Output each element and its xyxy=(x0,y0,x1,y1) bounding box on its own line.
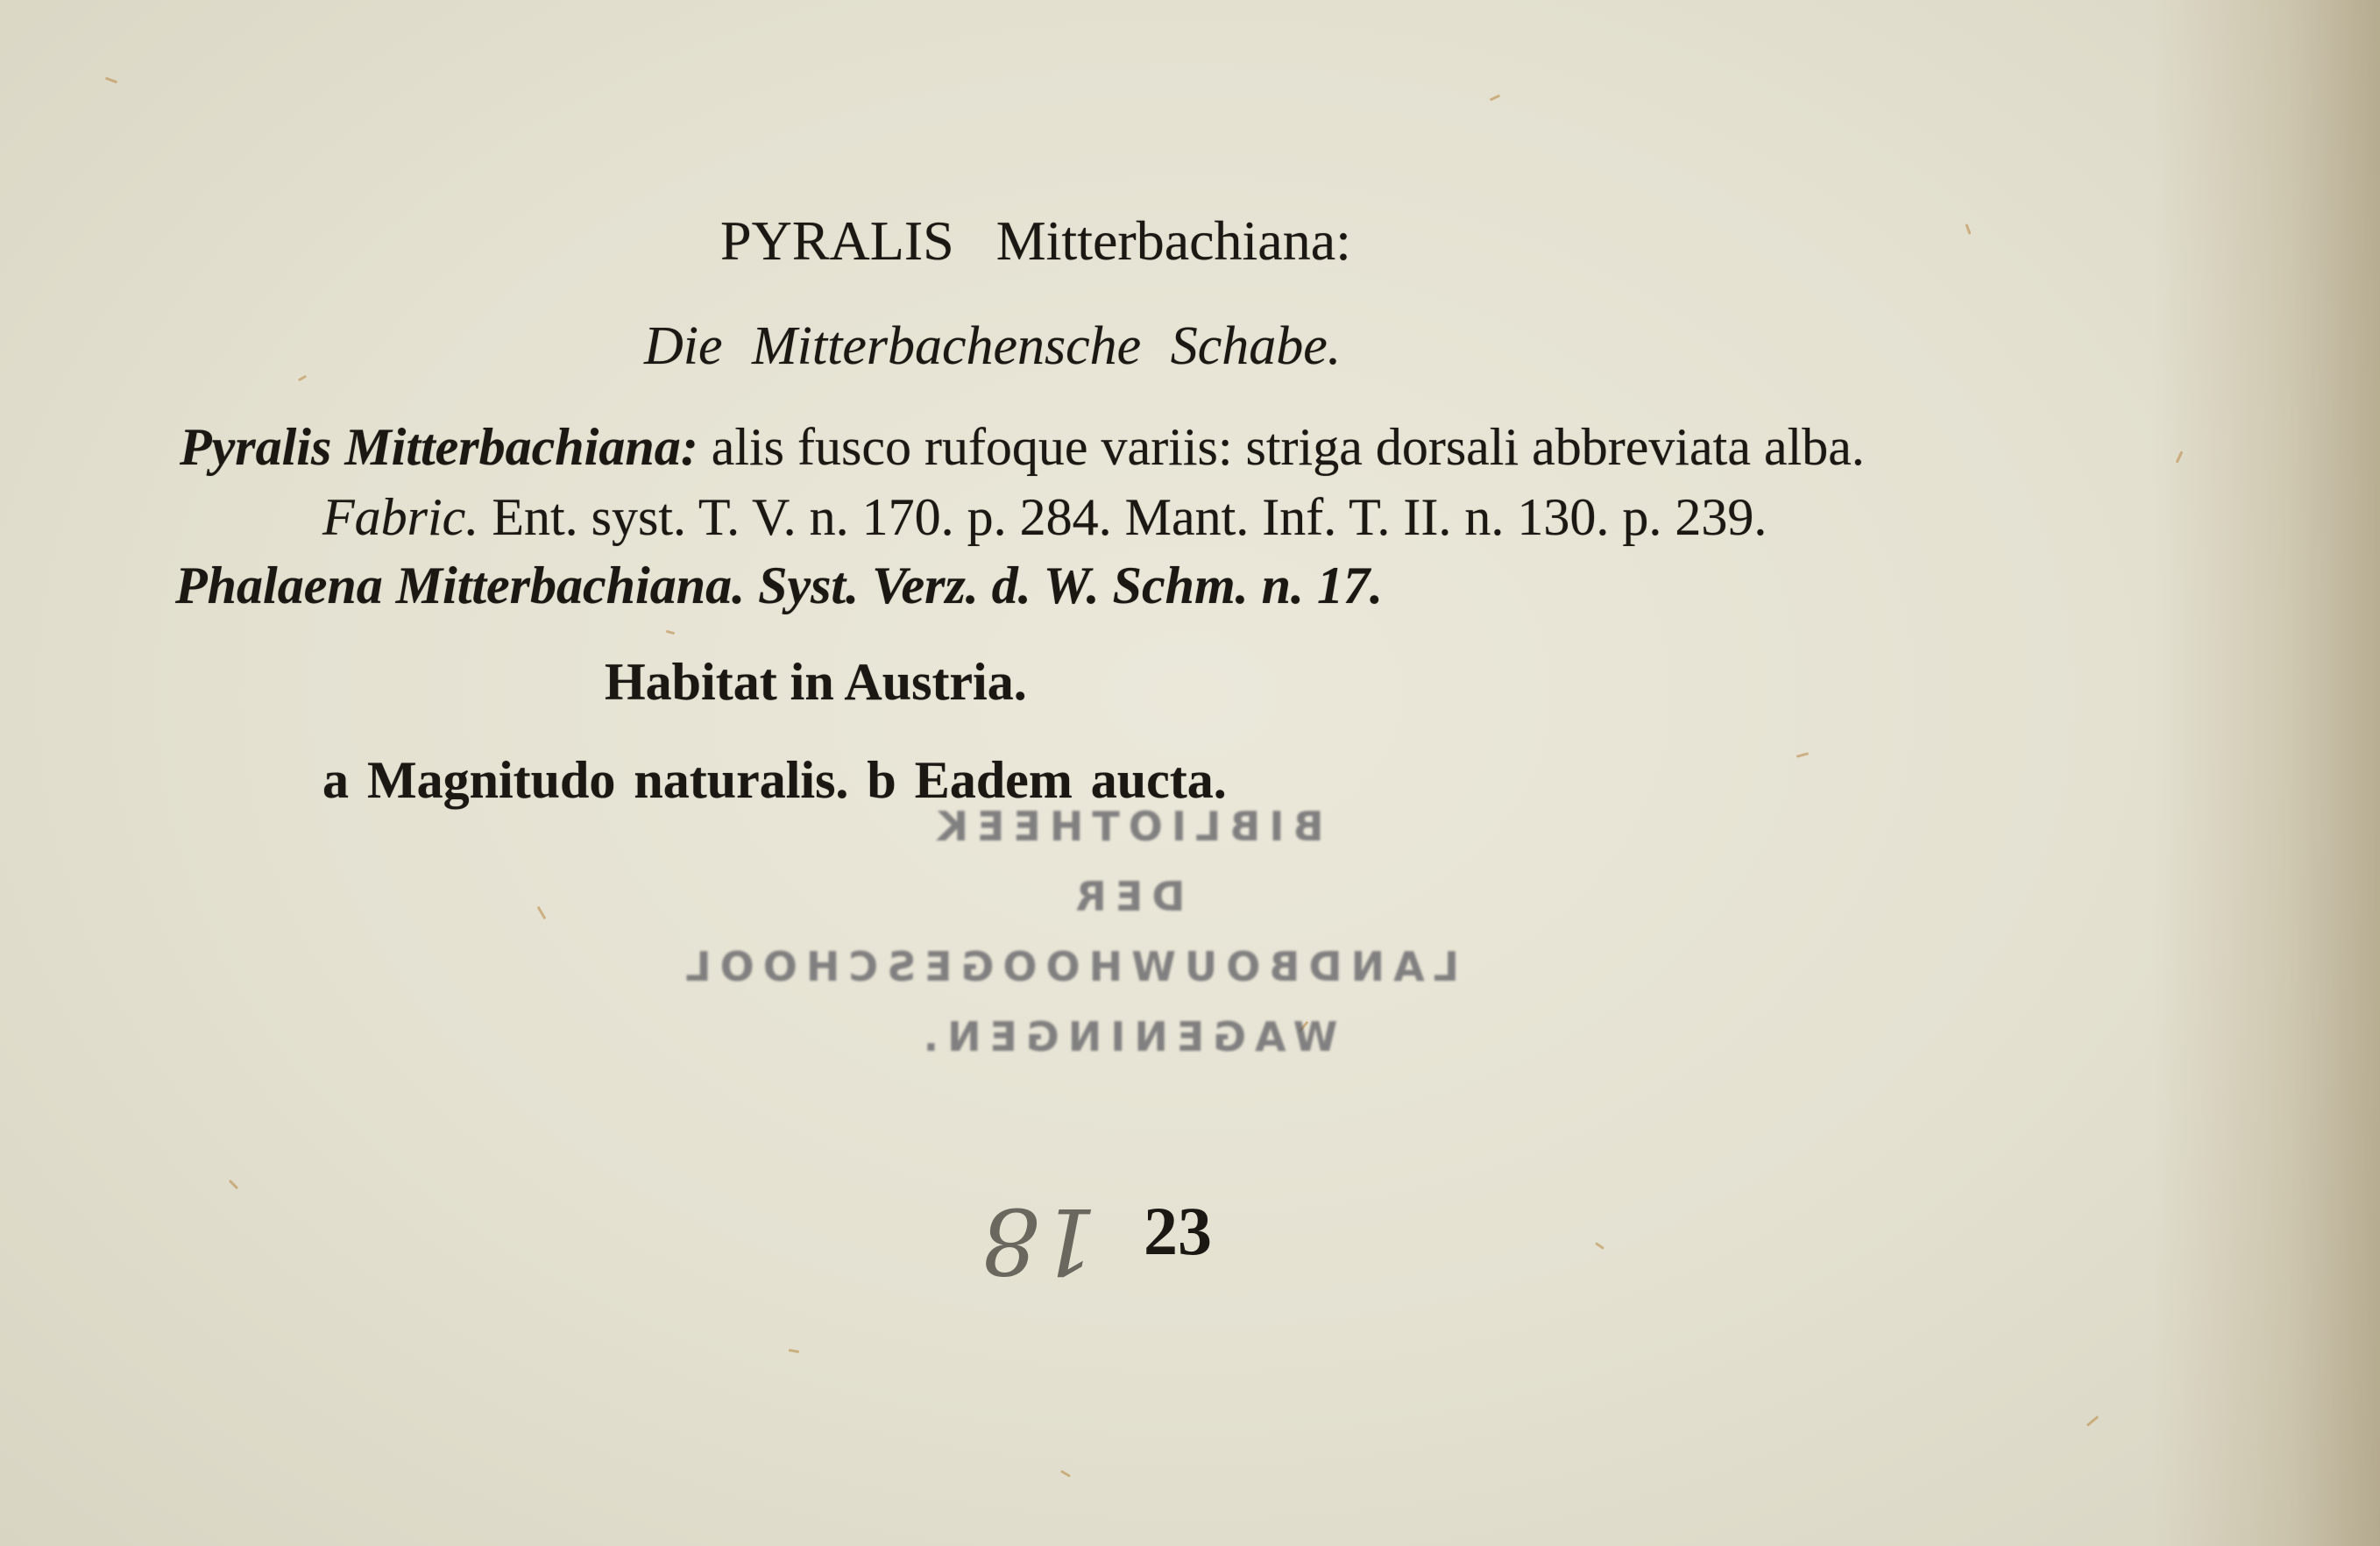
entry-line-3: Phalaena Mitterbachiana. Syst. Verz. d. W. Schm. n. 17. xyxy=(175,557,1384,614)
stamp-line-3: LANDBOUWHOOGESCHOOL xyxy=(676,943,1459,990)
stamp-line-2: DER xyxy=(1066,873,1186,920)
figure-caption: a Magnitudo naturalis. b Eadem aucta. xyxy=(322,751,1227,809)
habitat-line: Habitat in Austria. xyxy=(605,653,1027,711)
heading-species: Mitterbachiana: xyxy=(995,209,1351,272)
species-name-italic: Pyralis Mitterbachiana: xyxy=(180,418,698,476)
reference-citation: Ent. syst. T. V. n. 170. p. 284. Mant. Inf. T. II. n. 130. p. 239. xyxy=(492,488,1767,546)
species-description: alis fusco rufoque variis: striga dorsali abbreviata alba. xyxy=(711,418,1865,476)
library-stamp xyxy=(676,803,1459,1104)
reference-author: Fabric. xyxy=(322,488,479,546)
entry-line-2 xyxy=(322,488,1767,546)
heading-genus: PYRALIS xyxy=(720,209,954,272)
stamp-line-1: BIBLIOTHEEK xyxy=(928,803,1324,850)
page-edge-shadow xyxy=(2152,0,2380,1546)
entry-line-1 xyxy=(180,418,1865,476)
heading-title xyxy=(720,209,1351,272)
stamp-line-4: WAGENINGEN. xyxy=(914,1013,1338,1060)
page-number: 23 xyxy=(1144,1193,1212,1269)
german-common-name: Die Mitterbachensche Schabe. xyxy=(644,316,1342,376)
handwritten-note: 18 xyxy=(981,1188,1098,1294)
